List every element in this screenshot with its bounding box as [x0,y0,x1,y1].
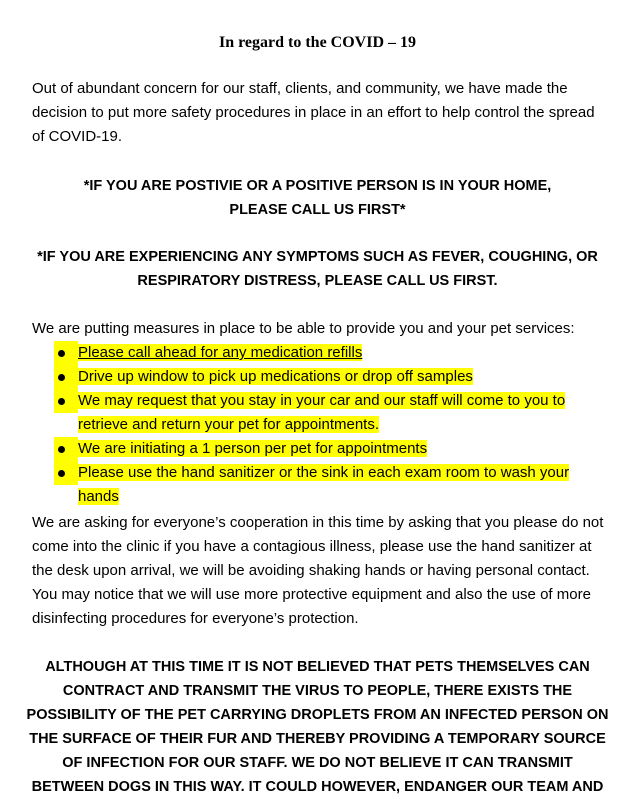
measures-intro: We are putting measures in place to be able to provide you and your pet services: [32,320,575,337]
closing-line3: POSSIBILITY OF THE PET CARRYING DROPLETS FROM AN INFECTED PERSON ON [26,707,609,723]
list-item [54,341,614,365]
closing-line6: BETWEEN DOGS IN THIS WAY. IT COULD HOWEVER, ENDANGER OUR TEAM AND [31,779,604,795]
measure-text: Drive up window to pick up medications or drop off samples [78,368,473,385]
list-item [54,365,614,389]
notice-positive [20,174,615,222]
closing-line4: THE SURFACE OF THEIR FUR AND THEREBY PROVIDING A TEMPORARY SOURCE [29,731,606,747]
measure-text: We may request that you stay in your car and our staff will come to you to retrieve and return your pet for appointments. [78,392,566,433]
bullet-icon [54,365,78,389]
closing-line2: CONTRACT AND TRANSMIT THE VIRUS TO PEOPLE, THERE EXISTS THE [62,683,573,699]
measure-text: We are initiating a 1 person per pet for appointments [78,440,428,457]
closing-line1: ALTHOUGH AT THIS TIME IT IS NOT BELIEVED THAT PETS THEMSELVES CAN [45,659,590,675]
notice-symptoms [20,245,615,293]
closing-notice [20,655,615,799]
list-item [54,389,614,437]
notice-positive-line2: PLEASE CALL US FIRST* [229,202,406,218]
cooperation-paragraph: We are asking for everyone’s cooperation in this time by asking that you please do not come into the clinic if you have a contagious illness, please use the hand sanitizer at the desk upon arrival, we will be avoiding shaking hands or having personal contact. You may notice that we will use more protective equipment and also the use of more disinfecting procedures for everyone’s protection. [32,514,604,627]
list-item [54,461,614,509]
notice-positive-line1: *IF YOU ARE POSTIVIE OR A POSITIVE PERSON IS IN YOUR HOME, [83,178,552,194]
notice-symptoms-line2: RESPIRATORY DISTRESS, PLEASE CALL US FIRST. [137,273,498,289]
bullet-icon [54,389,78,413]
measure-text: Please use the hand sanitizer or the sink in each exam room to wash your hands [78,464,570,505]
list-item [54,437,614,461]
bullet-icon [54,437,78,461]
measure-text: Please call ahead for any medication refills [78,344,363,361]
closing-line5: OF INFECTION FOR OUR STAFF. WE DO NOT BELIEVE IT CAN TRANSMIT [62,755,573,771]
bullet-icon [54,341,78,365]
notice-symptoms-line1: *IF YOU ARE EXPERIENCING ANY SYMPTOMS SUCH AS FEVER, COUGHING, OR [37,249,598,265]
bullet-icon [54,461,78,485]
page-title: In regard to the COVID – 19 [218,34,417,51]
intro-paragraph: Out of abundant concern for our staff, clients, and community, we have made the decision to put more safety procedures in place in an effort to help control the spread of COVID-19. [32,80,595,145]
measures-list [54,341,614,509]
